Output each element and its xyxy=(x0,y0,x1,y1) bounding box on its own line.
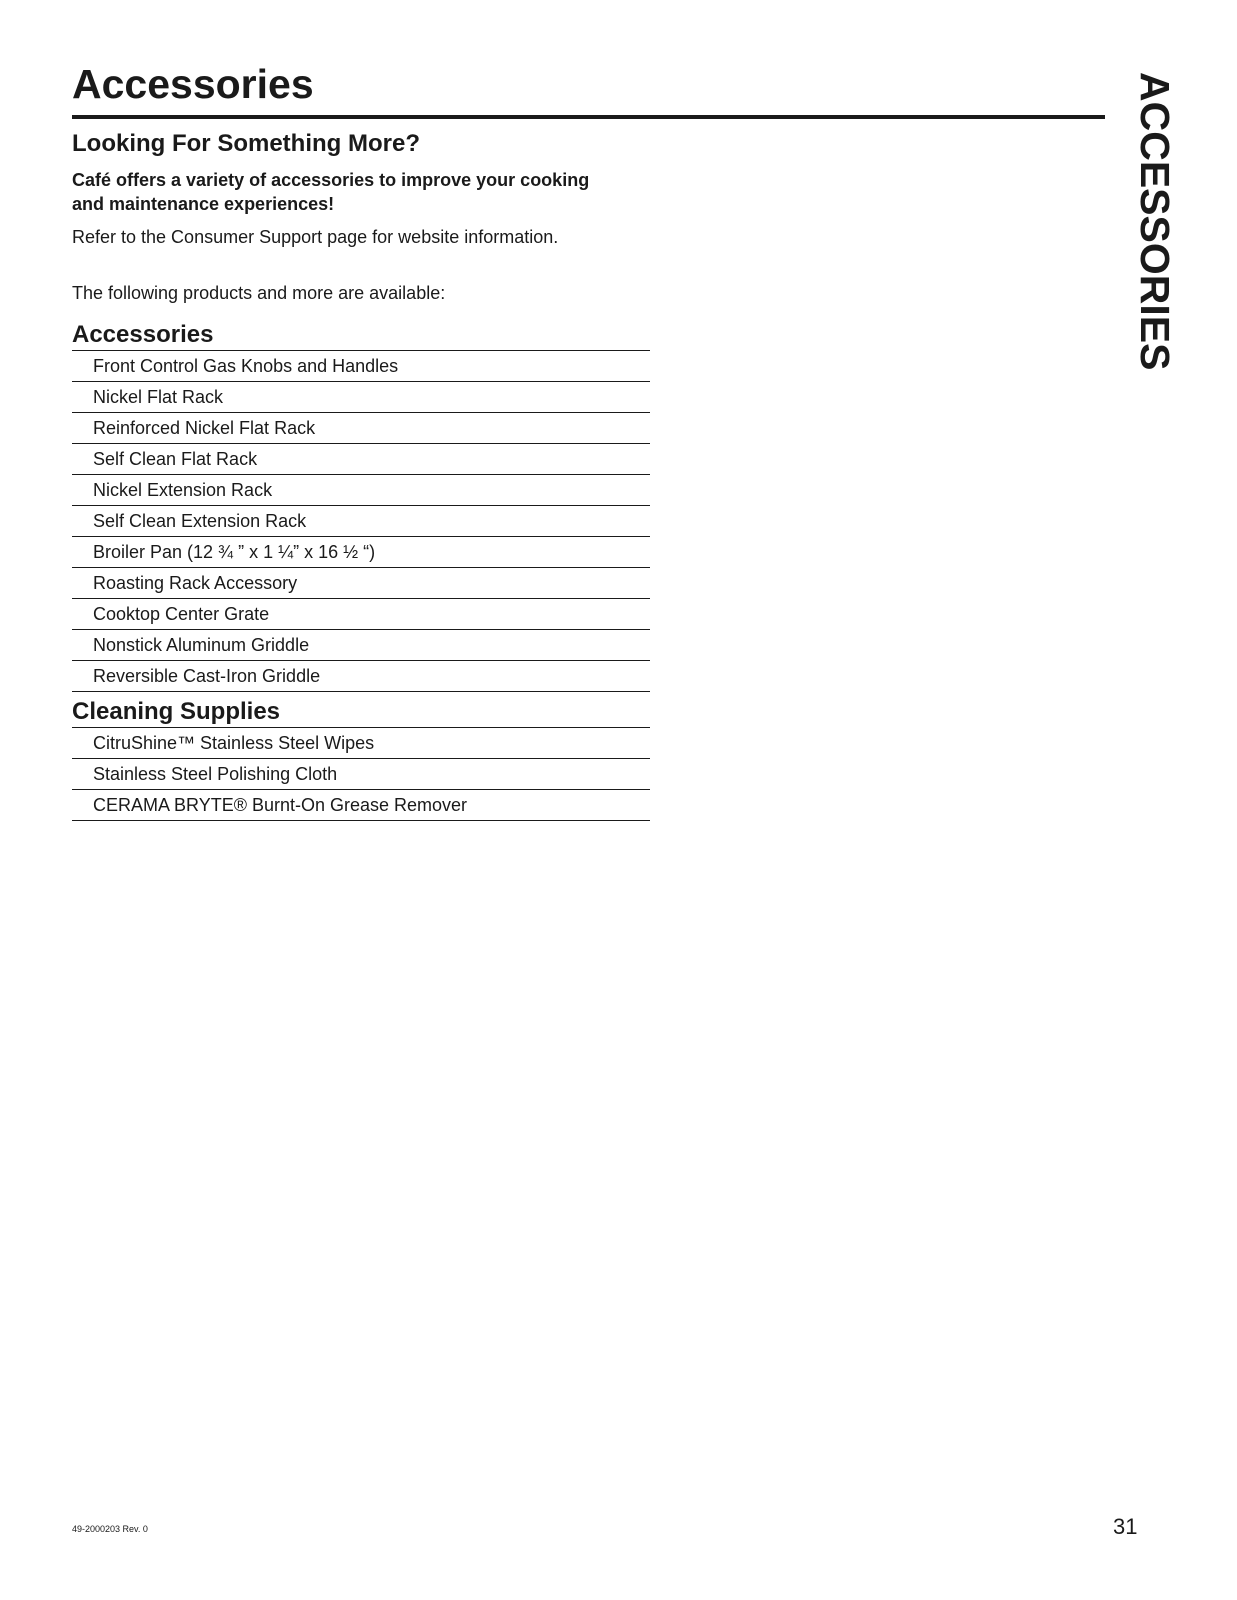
intro-heading: Looking For Something More? xyxy=(72,130,420,157)
list-item: Broiler Pan (12 ¾ ” x 1 ¼” x 16 ½ “) xyxy=(72,537,650,568)
list-item: Reinforced Nickel Flat Rack xyxy=(72,413,650,444)
document-number: 49-2000203 Rev. 0 xyxy=(72,1524,148,1534)
accessories-section xyxy=(72,320,650,692)
accessories-list xyxy=(72,351,650,692)
page-title: Accessories xyxy=(72,61,314,107)
intro-bold-text: Café offers a variety of accessories to improve your cooking and maintenance experiences! xyxy=(72,170,590,214)
intro-following-text: The following products and more are available: xyxy=(72,283,446,303)
side-tab-label: ACCESSORIES xyxy=(1132,72,1178,371)
title-divider xyxy=(72,115,1105,119)
list-item: Stainless Steel Polishing Cloth xyxy=(72,759,650,790)
list-item: CitruShine™ Stainless Steel Wipes xyxy=(72,728,650,759)
list-item: Nickel Flat Rack xyxy=(72,382,650,413)
intro-refer-text: Refer to the Consumer Support page for website information. xyxy=(72,227,559,247)
list-item: Nickel Extension Rack xyxy=(72,475,650,506)
cleaning-section xyxy=(72,697,650,821)
page-number: 31 xyxy=(1113,1514,1138,1539)
list-item: CERAMA BRYTE® Burnt-On Grease Remover xyxy=(72,790,650,821)
list-item: Reversible Cast-Iron Griddle xyxy=(72,661,650,692)
cleaning-list xyxy=(72,728,650,821)
list-item: Cooktop Center Grate xyxy=(72,599,650,630)
accessories-heading: Accessories xyxy=(72,320,650,351)
list-item: Front Control Gas Knobs and Handles xyxy=(72,351,650,382)
list-item: Roasting Rack Accessory xyxy=(72,568,650,599)
list-item: Self Clean Extension Rack xyxy=(72,506,650,537)
cleaning-heading: Cleaning Supplies xyxy=(72,697,650,728)
list-item: Self Clean Flat Rack xyxy=(72,444,650,475)
list-item: Nonstick Aluminum Griddle xyxy=(72,630,650,661)
